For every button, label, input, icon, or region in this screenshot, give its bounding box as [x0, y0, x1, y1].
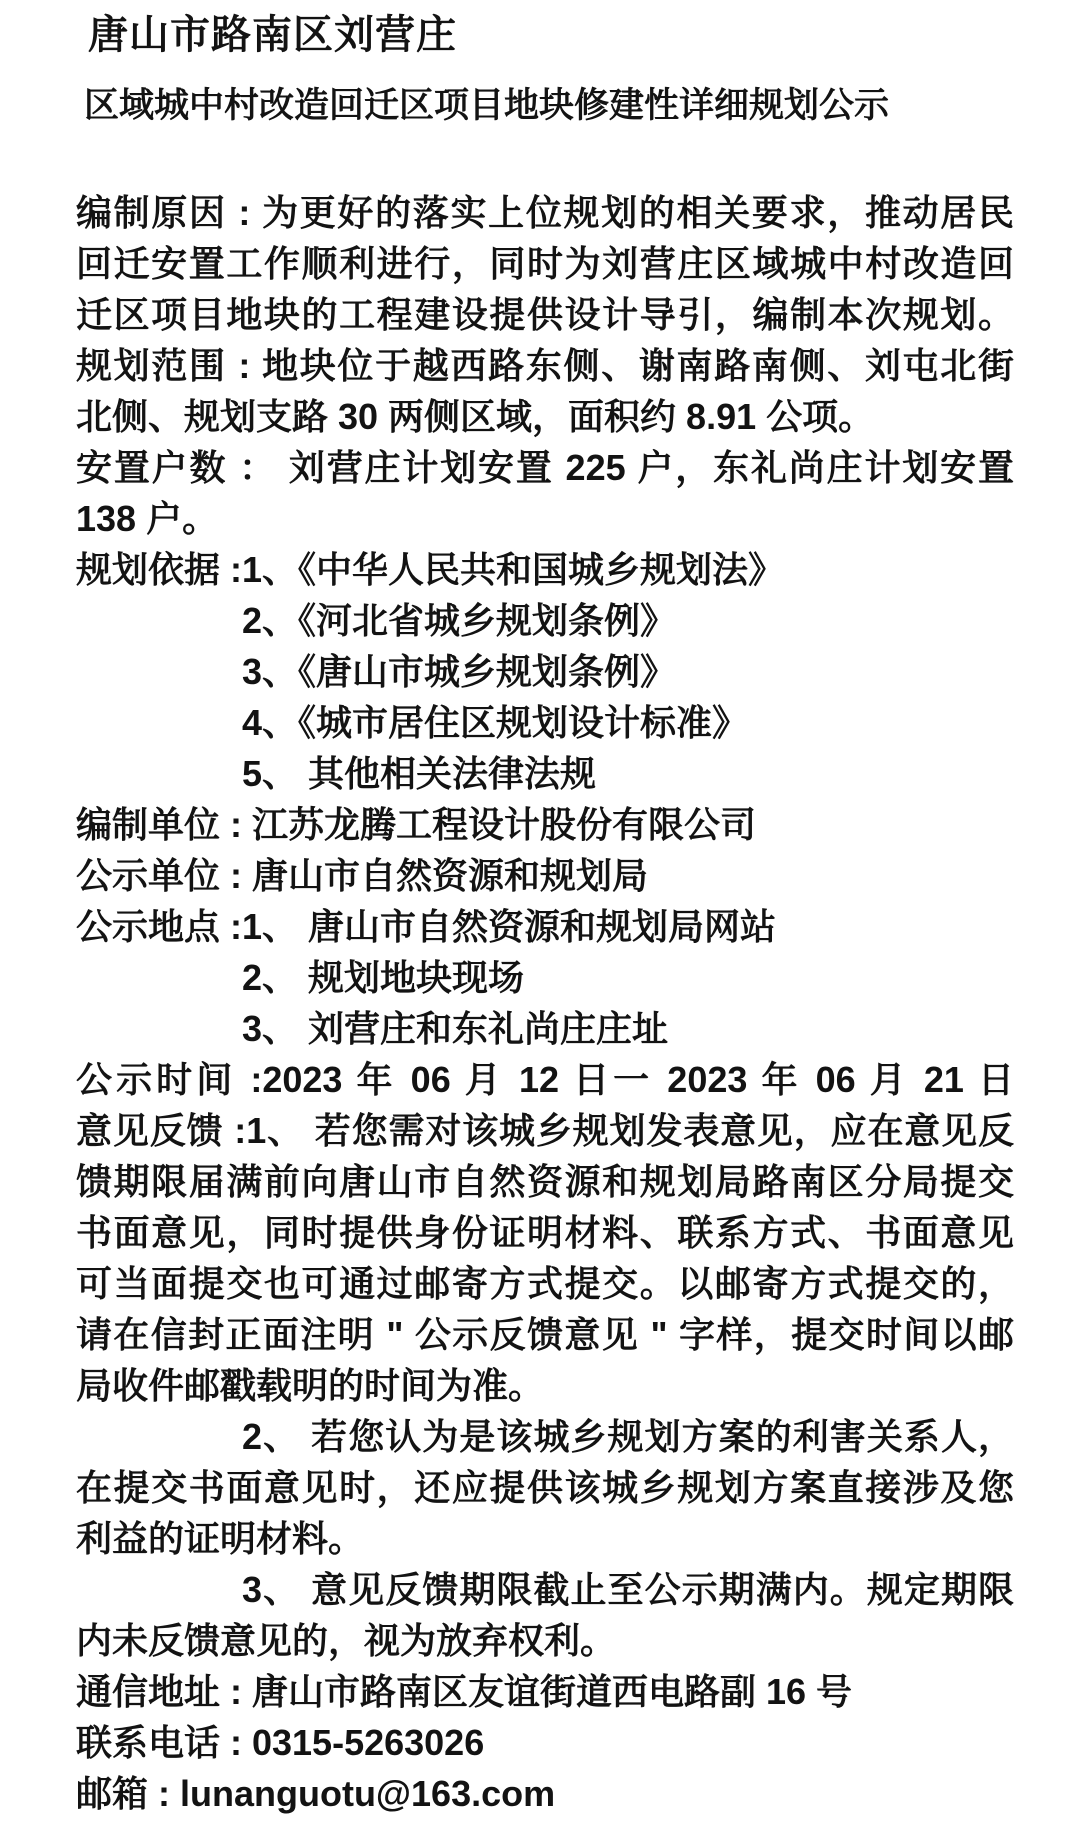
doc-line: 在提交书面意见时，还应提供该城乡规划方案直接涉及您 — [76, 1467, 1014, 1508]
doc-line: 公示时间 :2023 年 06 月 12 日一 2023 年 06 月 21 日 — [76, 1059, 1014, 1100]
doc-line: 规划范围 : 地块位于越西路东侧、谢南路南侧、刘屯北街 — [76, 345, 1014, 386]
doc-line: 迁区项目地块的工程建设提供设计导引，编制本次规划。 — [76, 294, 1014, 335]
doc-line: 联系电话 : 0315-5263026 — [76, 1722, 485, 1763]
doc-line: 公示地点 :1、 唐山市自然资源和规划局网站 — [76, 906, 777, 947]
doc-line: 2、《河北省城乡规划条例》 — [242, 600, 677, 641]
doc-line: 通信地址 : 唐山市路南区友谊街道西电路副 16 号 — [76, 1671, 853, 1712]
doc-line: 馈期限届满前向唐山市自然资源和规划局路南区分局提交 — [76, 1161, 1014, 1202]
doc-line: 可当面提交也可通过邮寄方式提交。以邮寄方式提交的， — [76, 1263, 1014, 1304]
doc-line: 邮箱 : lunanguotu@163.com — [76, 1773, 556, 1814]
doc-line: 公示单位 : 唐山市自然资源和规划局 — [76, 855, 648, 896]
doc-line: 北侧、规划支路 30 两侧区域，面积约 8.91 公项。 — [76, 396, 875, 437]
doc-line: 3、《唐山市城乡规划条例》 — [242, 651, 677, 692]
doc-line: 局收件邮戳载明的时间为准。 — [76, 1365, 545, 1406]
doc-line: 意见反馈 :1、 若您需对该城乡规划发表意见，应在意见反 — [76, 1110, 1014, 1151]
doc-line: 138 户。 — [76, 498, 219, 539]
doc-line: 2、 若您认为是该城乡规划方案的利害关系人， — [242, 1416, 1014, 1457]
doc-line: 编制单位 : 江苏龙腾工程设计股份有限公司 — [76, 804, 756, 845]
doc-line: 编制原因 : 为更好的落实上位规划的相关要求，推动居民 — [76, 192, 1014, 233]
doc-line: 5、 其他相关法律法规 — [242, 753, 597, 794]
doc-line: 利益的证明材料。 — [76, 1518, 365, 1559]
doc-line: 安置户数 ： 刘营庄计划安置 225 户，东礼尚庄计划安置 — [76, 447, 1014, 488]
doc-line: 书面意见，同时提供身份证明材料、联系方式、书面意见 — [76, 1212, 1014, 1253]
page-title-line-2: 区域城中村改造回迁区项目地块修建性详细规划公示 — [84, 86, 890, 125]
doc-line: 3、 意见反馈期限截止至公示期满内。规定期限 — [242, 1569, 1014, 1610]
doc-line: 规划依据 :1、《中华人民共和国城乡规划法》 — [76, 549, 785, 590]
page-title-line-1: 唐山市路南区刘营庄 — [88, 13, 457, 57]
notice-body — [76, 187, 1014, 1819]
doc-line: 回迁安置工作顺利进行，同时为刘营庄区域城中村改造回 — [76, 243, 1014, 284]
doc-line: 内未反馈意见的，视为放弃权利。 — [76, 1620, 617, 1661]
doc-line: 2、 规划地块现场 — [242, 957, 525, 998]
doc-line: 4、《城市居住区规划设计标准》 — [242, 702, 749, 743]
doc-line: 请在信封正面注明 " 公示反馈意见 " 字样，提交时间以邮 — [76, 1314, 1014, 1355]
doc-line: 3、 刘营庄和东礼尚庄庄址 — [242, 1008, 669, 1049]
